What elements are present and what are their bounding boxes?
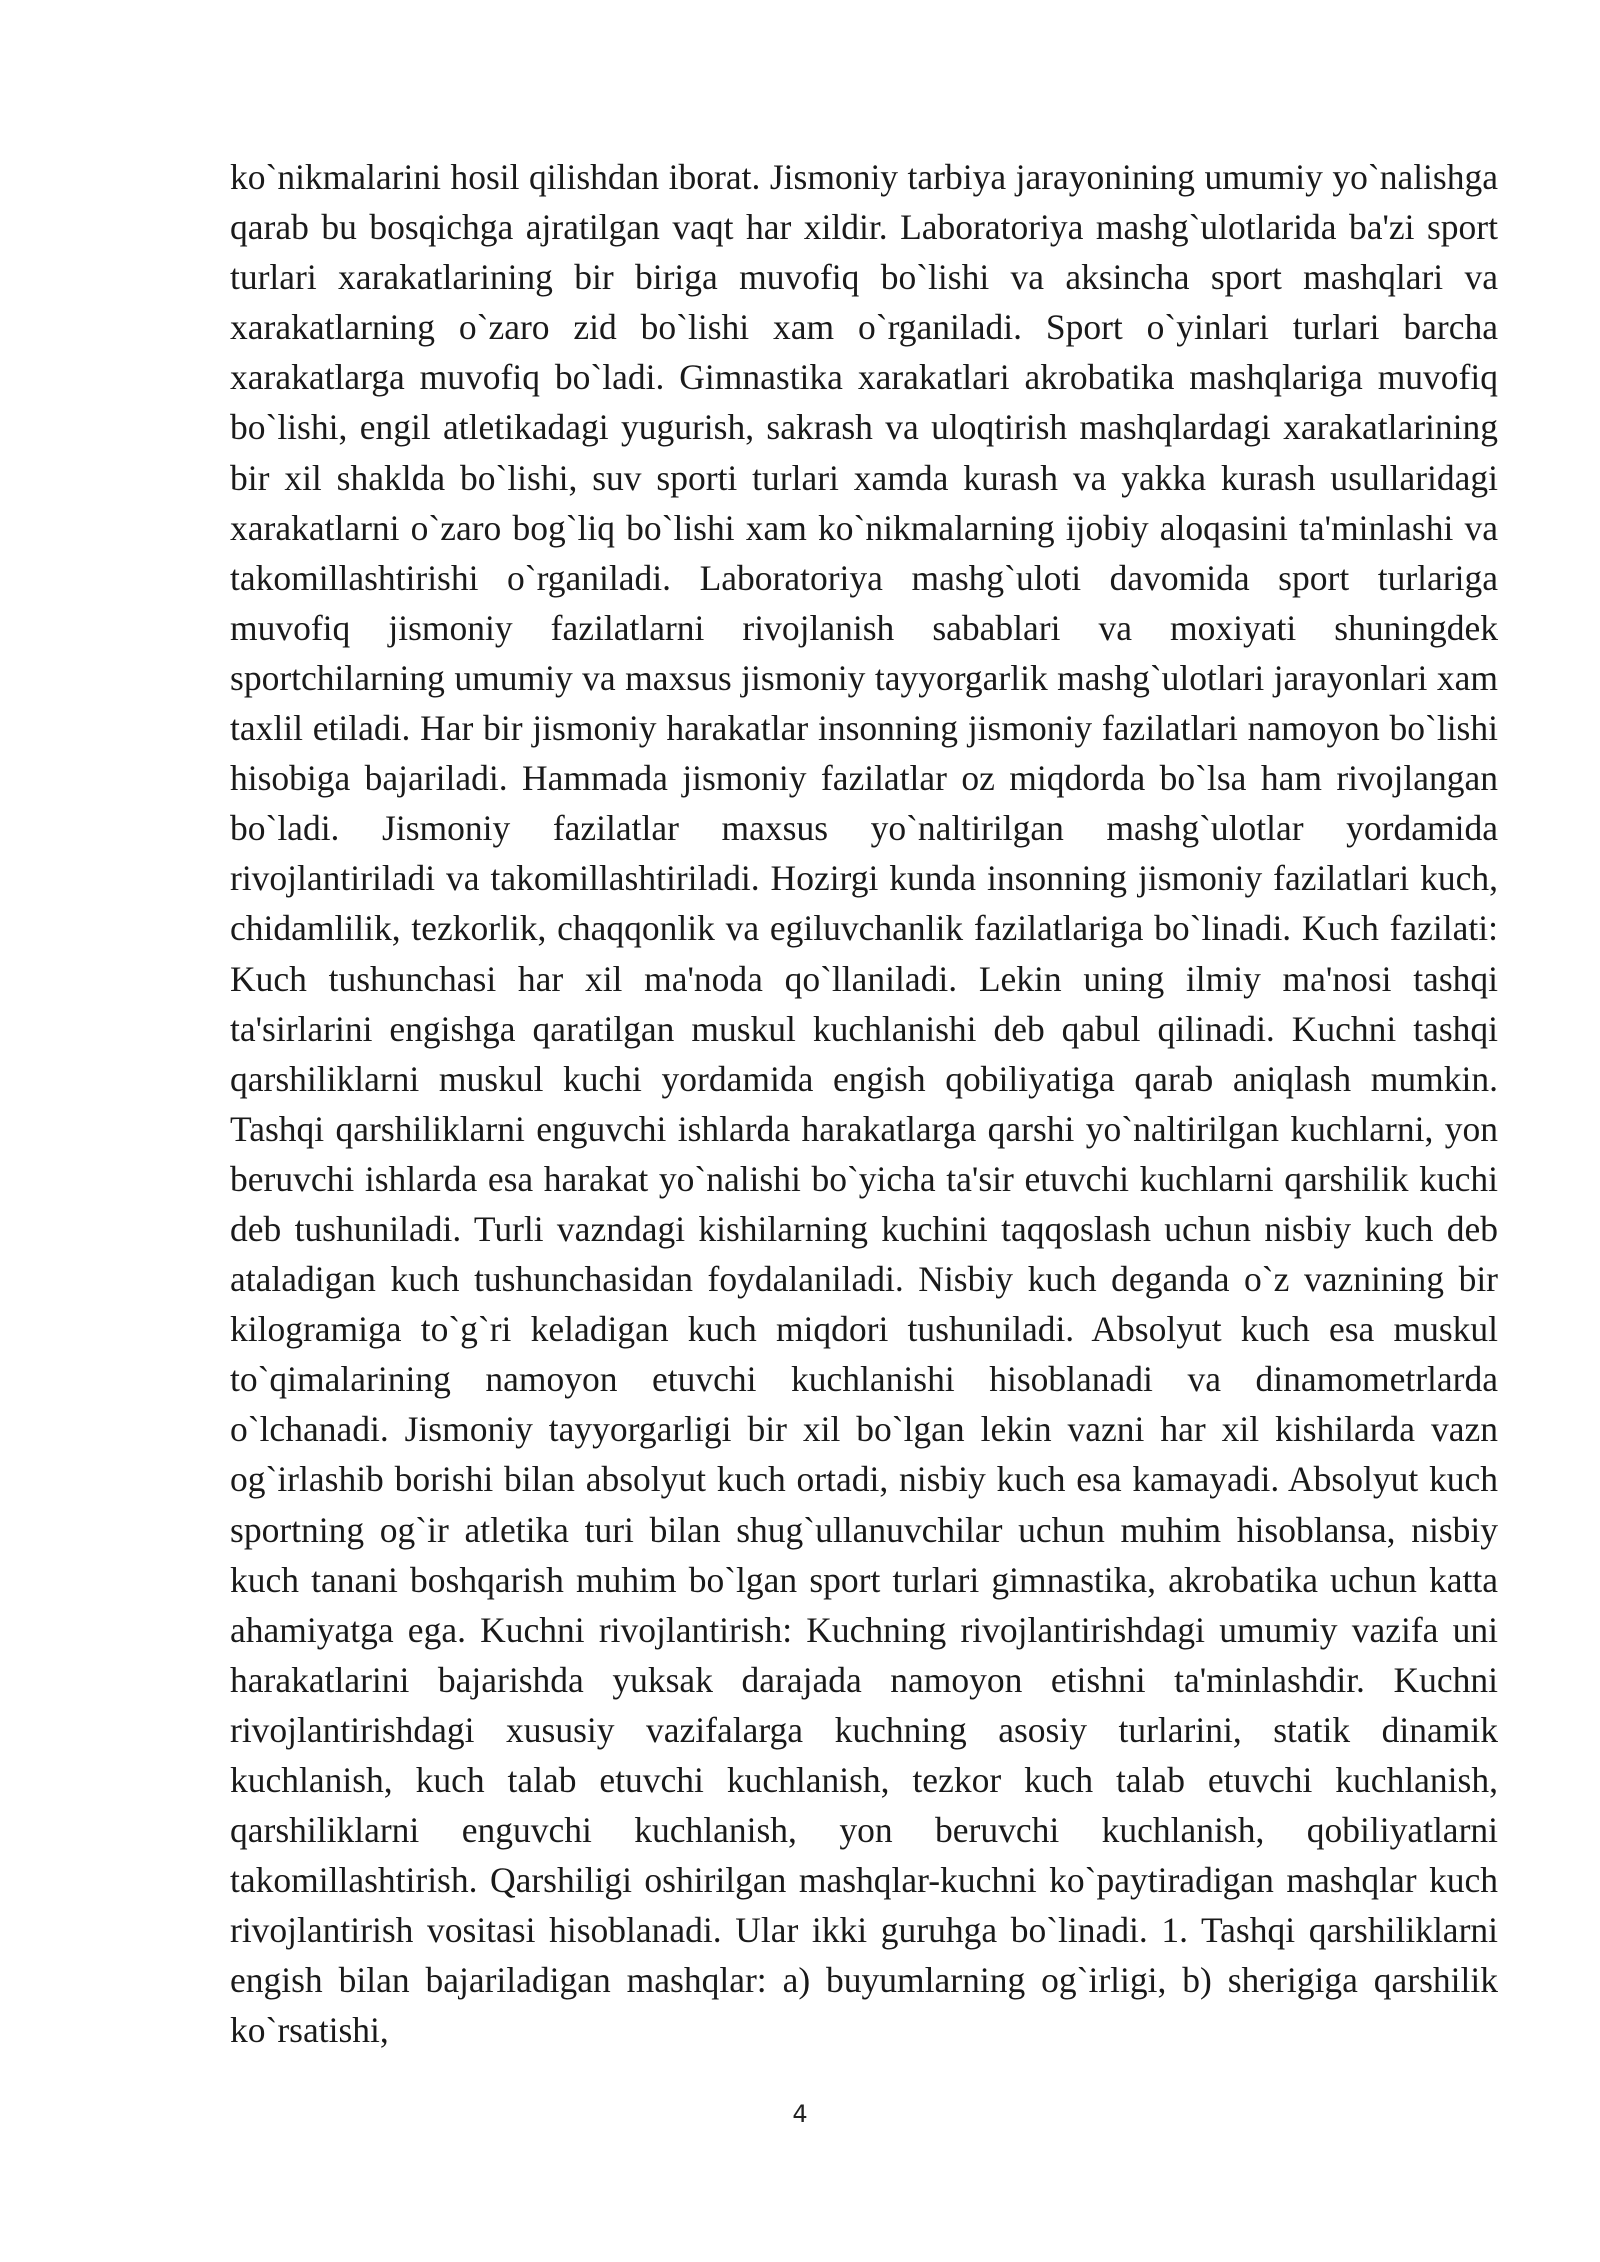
body-paragraph: ko`nikmalarini hosil qilishdan iborat. Jismoniy tarbiya jarayonining umumiy yo`nalishga qarab bu bosqichga ajratilgan vaqt har xildir. Laboratoriya mashg`ulotlarida ba'zi sport turlari xarakatlarining bir biriga muvofiq bo`lishi va aksincha sport mashqlari va xarakatlarning o`zaro zid bo`lishi xam o`rganiladi. Sport o`yinlari turlari barcha xarakatlarga muvofiq bo`ladi. Gimnastika xarakatlari akrobatika mashqlariga muvofiq bo`lishi, engil atletikadagi yugurish, sakrash va uloqtirish mashqlardagi xarakatlarining bir xil shaklda bo`lishi, suv sporti turlari xamda kurash va yakka kurash usullaridagi xarakatlarni o`zaro bog`liq bo`lishi xam ko`nikmalarning ijobiy aloqasini ta'minlashi va takomillashtirishi o`rganiladi. Laboratoriya mashg`uloti davomida sport turlariga muvofiq jismoniy fazilatlarni rivojlanish sabablari va moxiyati shuningdek sportchilarning umumiy va maxsus jismoniy tayyorgarlik mashg`ulotlari jarayonlari xam taxlil etiladi. Har bir jismoniy harakatlar insonning jismoniy fazilatlari namoyon bo`lishi hisobiga bajariladi. Hammada jismoniy fazilatlar oz miqdorda bo`lsa ham rivojlangan bo`ladi. Jismoniy fazilatlar maxsus yo`naltirilgan mashg`ulotlar yordamida rivojlantiriladi va takomillashtiriladi. Hozirgi kunda insonning jismoniy fazilatlari kuch, chidamlilik, tezkorlik, chaqqonlik va egiluvchanlik fazilatlariga bo`linadi. Kuch fazilati: Kuch tushunchasi har xil ma'noda qo`llaniladi. Lekin uning ilmiy ma'nosi tashqi ta'sirlarini engishga qaratilgan muskul kuchlanishi deb qabul qilinadi. Kuchni tashqi qarshiliklarni muskul kuchi yordamida engish qobiliyatiga qarab aniqlash mumkin. Tashqi qarshiliklarni enguvchi ishlarda harakatlarga qarshi yo`naltirilgan kuchlarni, yon beruvchi ishlarda esa harakat yo`nalishi bo`yicha ta'sir etuvchi kuchlarni qarshilik kuchi deb tushuniladi. Turli vazndagi kishilarning kuchini taqqoslash uchun nisbiy kuch deb ataladigan kuch tushunchasidan foydalaniladi. Nisbiy kuch deganda o`z vaznining bir kilogramiga to`g`ri keladigan kuch miqdori tushuniladi. Absolyut kuch esa muskul to`qimalarining namoyon etuvchi kuchlanishi hisoblanadi va dinamometrlarda o`lchanadi. Jismoniy tayyorgarligi bir xil bo`lgan lekin vazni har xil kishilarda vazn og`irlashib borishi bilan absolyut kuch ortadi, nisbiy kuch esa kamayadi. Absolyut kuch sportning og`ir atletika turi bilan shug`ullanuvchilar uchun muhim hisoblansa, nisbiy kuch tanani boshqarish muhim bo`lgan sport turlari gimnastika, akrobatika uchun katta ahamiyatga ega. Kuchni rivojlantirish: Kuchning rivojlantirishdagi umumiy vazifa uni harakatlarini bajarishda yuksak darajada namoyon etishni ta'minlashdir. Kuchni rivojlantirishdagi xususiy vazifalarga kuchning asosiy turlarini, statik dinamik kuchlanish, kuch talab etuvchi kuchlanish, tezkor kuch talab etuvchi kuchlanish, qarshiliklarni enguvchi kuchlanish, yon beruvchi kuchlanish, qobiliyatlarni takomillashtirish. Qarshiligi oshirilgan mashqlar-kuchni ko`paytiradigan mashqlar kuch rivojlantirish vositasi hisoblanadi. Ular ikki guruhga bo`linadi. 1. Tashqi qarshiliklarni engish bilan bajariladigan mashqlar: a) buyumlarning og`irligi, b) sherigiga qarshilik ko`rsatishi, (230, 157, 1498, 2051)
page-number: 4 (792, 2100, 808, 2128)
